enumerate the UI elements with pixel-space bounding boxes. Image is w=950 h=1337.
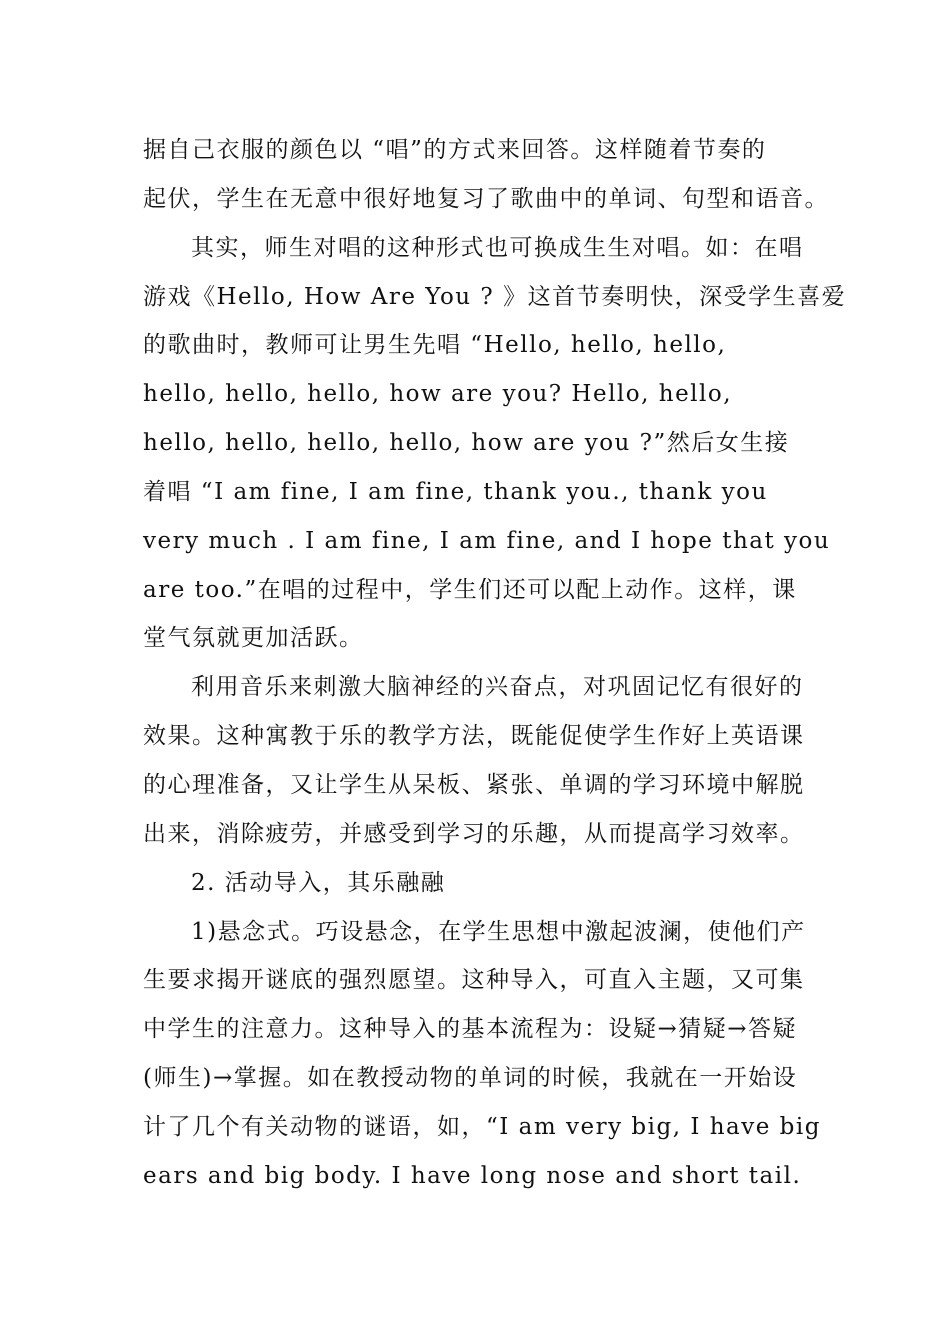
text-line: 中学生的注意力。这种导入的基本流程为：设疑→猜疑→答疑 xyxy=(143,1016,798,1043)
paragraph-start-line: 1)悬念式。巧设悬念，在学生思想中激起波澜，使他们产 xyxy=(191,918,806,945)
text-line: 起伏，学生在无意中很好地复习了歌曲中的单词、句型和语音。 xyxy=(143,185,829,212)
document-body xyxy=(143,126,847,1201)
text-line: 计了几个有关动物的谜语，如，“I am very big, I have big xyxy=(143,1113,821,1140)
text-line: 生要求揭开谜底的强烈愿望。这种导入，可直入主题，又可集 xyxy=(143,967,805,994)
paragraph-start-line: 利用音乐来刺激大脑神经的兴奋点，对巩固记忆有很好的 xyxy=(191,674,804,701)
text-line: 堂气氛就更加活跃。 xyxy=(143,625,364,652)
text-line: 据自己衣服的颜色以 “唱”的方式来回答。这样随着节奏的 xyxy=(143,137,767,163)
text-line: (师生)→掌握。如在教授动物的单词的时候，我就在一开始设 xyxy=(143,1065,798,1092)
text-line: are too.”在唱的过程中，学生们还可以配上动作。这样，课 xyxy=(143,576,797,603)
text-line: 着唱 “I am fine, I am fine, thank you., thank you xyxy=(143,478,768,505)
text-line: hello, hello, hello, hello, how are you ?”然后女生接 xyxy=(143,430,790,457)
section-heading: 2. 活动导入，其乐融融 xyxy=(191,869,446,896)
text-line: 效果。这种寓教于乐的教学方法，既能促使学生作好上英语课 xyxy=(143,723,805,750)
paragraph-start-line: 其实，师生对唱的这种形式也可换成生生对唱。如：在唱 xyxy=(191,234,804,261)
text-line: 的心理准备，又让学生从呆板、紧张、单调的学习环境中解脱 xyxy=(143,771,805,798)
text-line: hello, hello, hello, how are you? Hello, hello, xyxy=(143,381,733,408)
text-line: 游戏《Hello, How Are You ? 》这首节奏明快，深受学生喜爱 xyxy=(143,283,847,310)
text-line: ears and big body. I have long nose and short tail. xyxy=(143,1162,802,1189)
text-line: 的歌曲时，教师可让男生先唱 “Hello, hello, hello, xyxy=(143,332,727,359)
text-line: 出来，消除疲劳，并感受到学习的乐趣，从而提高学习效率。 xyxy=(143,820,805,847)
text-line: very much . I am fine, I am fine, and I hope that you xyxy=(143,527,831,554)
